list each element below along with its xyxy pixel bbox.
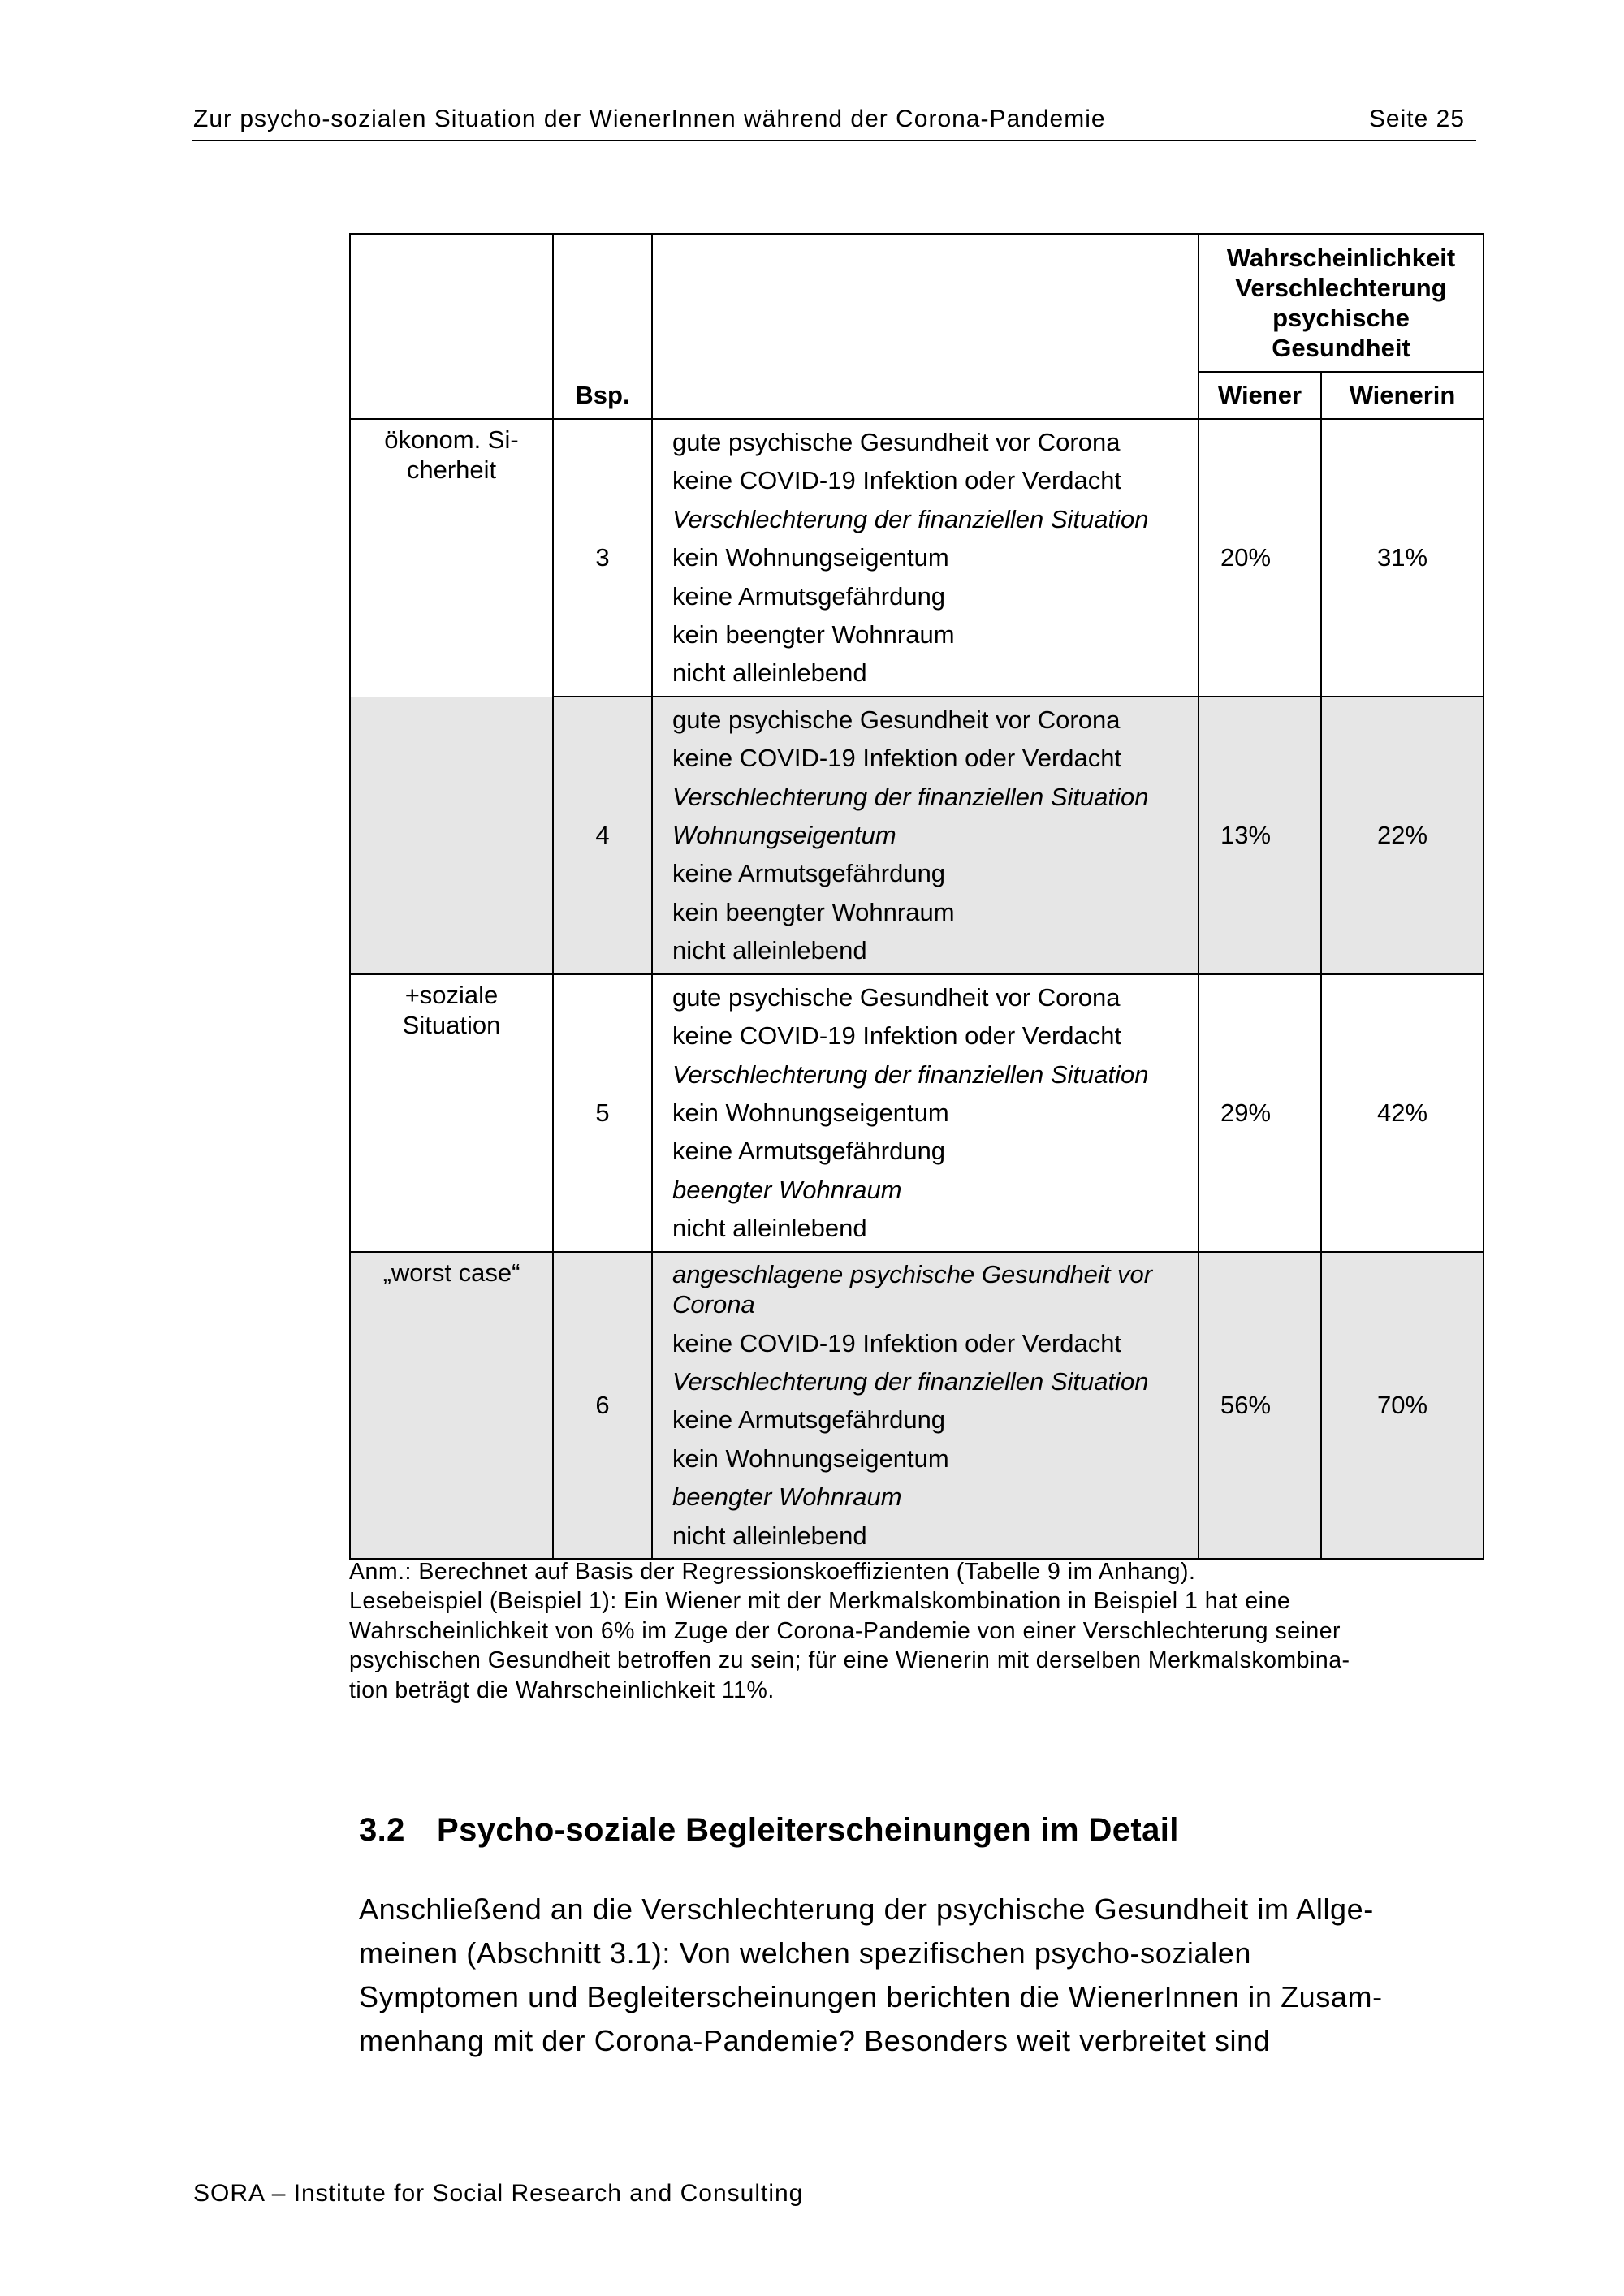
feature-list: gute psychische Gesundheit vor Corona keine COVID-19 Infektion oder Verdacht Verschlechterung der finanziellen Situation kein Wohnungseigentum keine Armutsgefährdung kein beengter Wohnraum nicht alleinlebend	[652, 419, 1199, 697]
value-wienerin: 31%	[1321, 419, 1484, 697]
header-probability: Wahrscheinlichkeit Verschlechterung psychische Gesundheit	[1199, 234, 1484, 372]
table-note: Anm.: Berechnet auf Basis der Regressionskoeffizienten (Tabelle 9 im Anhang). Lesebeispiel (Beispiel 1): Ein Wiener mit der Merkmalskombination in Beispiel 1 hat eine Wahrscheinlichkeit von 6% im Zuge der Corona-Pandemie von einer Verschlechterung seiner psychischen Gesundheit betroffen zu sein; für eine Wienerin mit derselben Merkmalskombina- tion beträgt die Wahrscheinlichkeit 11%.	[349, 1559, 1350, 1703]
example-number: 5	[553, 974, 652, 1252]
results-table	[349, 233, 1484, 1560]
example-number: 6	[553, 1252, 652, 1559]
header-wienerin: Wienerin	[1321, 372, 1484, 419]
section-title: Psycho-soziale Begleiterscheinungen im Detail	[437, 1812, 1179, 1848]
group-label	[350, 697, 553, 974]
header-empty-cell	[350, 234, 553, 419]
table-row	[350, 697, 1484, 974]
page-footer: SORA – Institute for Social Research and Consulting	[193, 2180, 804, 2207]
value-wiener: 20%	[1199, 419, 1321, 697]
group-label: „worst case“	[350, 1252, 553, 1559]
header-wiener: Wiener	[1199, 372, 1321, 419]
value-wienerin: 42%	[1321, 974, 1484, 1252]
example-number: 3	[553, 419, 652, 697]
document-title: Zur psycho-sozialen Situation der WienerInnen während der Corona-Pandemie	[193, 106, 1106, 132]
value-wienerin: 70%	[1321, 1252, 1484, 1559]
page-number: Seite 25	[1368, 106, 1465, 132]
value-wienerin: 22%	[1321, 697, 1484, 974]
group-label: ökonom. Si- cherheit	[350, 419, 553, 697]
group-label: +soziale Situation	[350, 974, 553, 1252]
feature-list: angeschlagene psychische Gesundheit vor Corona keine COVID-19 Infektion oder Verdacht Verschlechterung der finanziellen Situation keine Armutsgefährdung kein Wohnungseigentum beengter Wohnraum nicht alleinlebend	[652, 1252, 1199, 1559]
body-paragraph: Anschließend an die Verschlechterung der psychische Gesundheit im Allge- meinen (Abschnitt 3.1): Von welchen spezifischen psycho-sozialen Symptomen und Begleiterscheinungen berichten die WienerInnen in Zusam- menhang mit der Corona-Pandemie? Besonders weit verbreitet sind	[359, 1892, 1383, 2057]
header-empty-cell	[652, 234, 1199, 419]
example-number: 4	[553, 697, 652, 974]
feature-list: gute psychische Gesundheit vor Corona keine COVID-19 Infektion oder Verdacht Verschlechterung der finanziellen Situation Wohnungseigentum keine Armutsgefährdung kein beengter Wohnraum nicht alleinlebend	[652, 697, 1199, 974]
table-row	[350, 419, 1484, 697]
running-header	[192, 102, 1476, 141]
section-number: 3.2	[359, 1812, 405, 1848]
table-row	[350, 974, 1484, 1252]
value-wiener: 13%	[1199, 697, 1321, 974]
table-row	[350, 1252, 1484, 1559]
feature-list: gute psychische Gesundheit vor Corona keine COVID-19 Infektion oder Verdacht Verschlechterung der finanziellen Situation kein Wohnungseigentum keine Armutsgefährdung beengter Wohnraum nicht alleinlebend	[652, 974, 1199, 1252]
table-header-row	[350, 234, 1484, 372]
section-heading	[359, 1812, 1179, 1849]
value-wiener: 56%	[1199, 1252, 1321, 1559]
value-wiener: 29%	[1199, 974, 1321, 1252]
header-bsp: Bsp.	[553, 234, 652, 419]
